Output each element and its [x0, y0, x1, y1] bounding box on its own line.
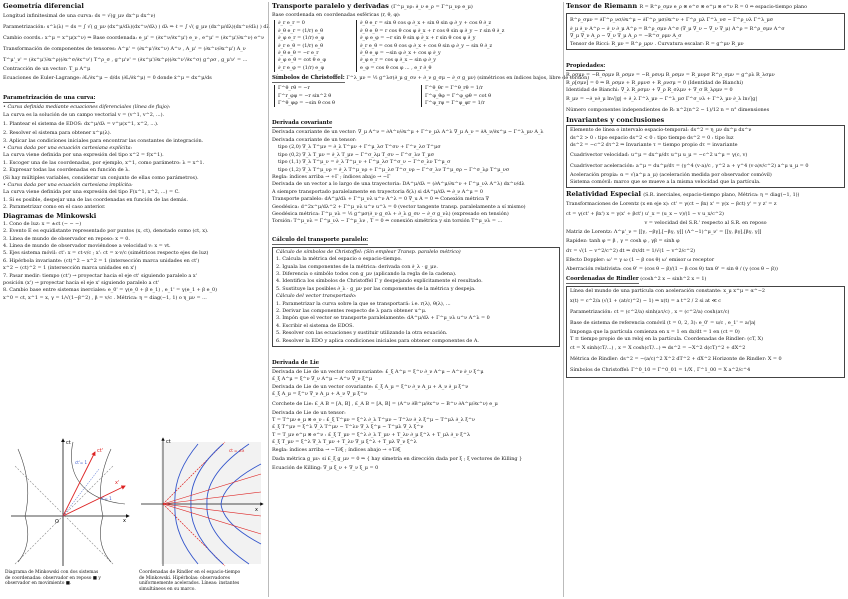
x-prime-label: x'	[115, 480, 120, 486]
mink-line: 5. Ejes sistema móvil: ct': x = ct·v/c ; x': ct = x·v/c (simétricos respecto ejes de luz)	[3, 250, 209, 257]
caption-line: de Minkowski. Hipérbolas: observadores	[139, 575, 230, 581]
cov-line: A siempre transportado paralelamente en trayectoria δ(λ) si dA^μ/dλ ⇒ ∂_ν A^μ = 0	[272, 188, 483, 195]
section-title-geometry: Geometría diferencial	[3, 2, 84, 10]
christoffel-title: Símbolos de Christoffel:	[272, 75, 345, 82]
cov-line: Geodésica: d^2x^μ/dλ^2 + Γ^μ_νλ u^ν u^λ = 0 (vector tangente transp. paralelamente a sí mismo)	[272, 203, 526, 210]
figure-2-caption	[139, 570, 265, 592]
cov-line: tipo (2,0) ∇_λ T^μν = ∂_λ T^μν + Γ^μ_λσ T^σν + Γ^ν_λσ T^μσ	[278, 144, 441, 151]
param-line: La curva es la solución de un campo vectorial v = (v^1, v^2, ...).	[3, 111, 165, 118]
rel-line: dτ = √(1 − v^2/c^2) dt ⇒ dτ/dt = 1/√(1 − v^2/c^2)	[566, 247, 696, 254]
hyperbola-left	[18, 449, 28, 562]
parallel-transport-calc-title: Cálculo del transporte paralelo:	[272, 236, 369, 243]
lie-line: Derivada de Lie de un tensor:	[272, 409, 346, 416]
spherical-basis-label: Base coordenada en coordenadas esféricas (r, θ, φ):	[272, 12, 401, 18]
rel-line: Aberración relativista: cos θ' = (cos θ − β)/(1 − β cos θ) tan θ' = sin θ / (γ (cos θ − β))	[566, 266, 778, 273]
prop-line: R_ρσμν = −R_σρμν R_ρσμν = −R_ρσνμ R_ρσμν = R_μνρσ R^ρ_σμν = g^ρλ R_λσμν	[566, 72, 775, 79]
geometry-line: Cambio coords.: x^μ = x^μ(x^ν) ⇒ Base coordenada: e_μ' = (∂x^ν/∂x^μ') e_ν , e^μ' = (∂x^μ'/∂x^ν) e^ν	[3, 35, 265, 41]
ct-label: ct	[66, 440, 71, 446]
sph-line: ∂_r e_r = 0	[278, 20, 305, 27]
riemann-title-text: Tensor de Riemann	[566, 2, 638, 10]
sph-line: ∂_φ e_r = cos φ ∂_x − sin φ ∂_y	[360, 57, 436, 64]
calc-line: Cálculo del vector transportado:	[276, 293, 357, 300]
param-line: • Curva dada por una ecuación cartesiana implícita:	[3, 182, 133, 189]
rind-line: Métrica de Rindler: ds^2 = −(a/c)^2 X^2 dT^2 + dX^2 Horizonte de Rindler: X = 0	[570, 356, 782, 363]
param-line: 2. Expresar todas las coordenadas en función de λ.	[3, 167, 130, 174]
parallel-transport-calc-box	[272, 247, 560, 347]
inv-line: ds^2 = −c^2 dτ^2 ⇒ Invariante τ = tiempo propio dτ = invariante	[570, 142, 738, 149]
lie-lines	[272, 369, 560, 472]
geometry-line: Longitud infinitesimal de una curva: ds = √(g_μν dx^μ dx^ν)	[3, 13, 156, 19]
geometry-line: T^μ'_ν' = (∂x^μ'/∂x^ρ)(∂x^σ/∂x^ν') T^ρ_σ , g^μ'ν' = (∂x^μ'/∂x^ρ)(∂x^ν'/∂x^σ) g^ρσ , g_μ'ν' = ...	[3, 57, 248, 63]
inv-line: Cuadrivector aceleración: a^μ = du^μ/dτ = (γ^4 (v·a)/c , γ^2 a + γ^4 (v·a)v/c^2) a^μ u_μ = 0	[570, 162, 809, 169]
sph-line: ∂_r e_θ = (1/r) e_θ	[278, 42, 324, 49]
riemann-desc: R = R^ρ_σμν e_ρ ⊗ e^σ ⊗ e^μ ⊗ e^ν R = 0 ⇔ espacio-tiempo plano	[639, 5, 808, 10]
cov-line: Derivada de un vector a lo largo de una trayectoria: DA^μ/dλ = (∂A^μ/∂x^ν + Γ^μ_νλ A^λ) dx^ν/dλ	[272, 181, 525, 188]
sph-line: ∂_φ e_θ = cot θ e_φ	[278, 57, 326, 64]
param-line: La curva viene definida por una expresión del tipo x^2 = f(x^1).	[3, 152, 164, 159]
rel-line: v = velocidad del S.R.' respecto al S.R. en reposo	[644, 219, 767, 226]
minkowski-figures	[3, 434, 266, 599]
rindler-ct-label: ct	[166, 439, 171, 445]
section-title-special-relativity	[566, 190, 845, 200]
param-line: 3. Aplicar las condiciones iniciales para encontrar las constantes de integración.	[3, 137, 204, 144]
mink-line: 4. Línea de mundo de observador moviéndose a velocidad v: x = vt.	[3, 242, 171, 249]
inv-line: Cuadrivector velocidad: u^μ = dx^μ/dτ u^μ u_μ = −c^2 u^μ = γ(c, v)	[570, 151, 748, 158]
param-line: 1. Plantear el sistema de EDOS: dx^μ/dλ = v^μ(x^1, x^2, ...).	[3, 121, 159, 128]
caption-line: observador en movimiento ■.	[5, 581, 72, 587]
relativity-desc: (S.R. inerciales, espacio-tiempo plano, Métrica: η = diag(−1, 1))	[643, 193, 800, 199]
sph-line: ∂_r e_θ = cos θ cos φ ∂_x + cos θ sin φ ∂_y − sin θ ∂_z	[360, 42, 493, 49]
mink-line: x^2 − (ct)^2 = 1 (intersección marca unidades en x')	[3, 265, 137, 272]
prop-line: Identidad de Bianchi: ∇_λ R_ρσμν + ∇_ρ R_σλμν + ∇_σ R_λρμν = 0	[566, 87, 733, 94]
rind-line: Línea del mundo de una partícula con aceleración constante: x_μ x^μ = α^−2	[570, 288, 766, 295]
rind-line: Símbolos de Christoffel: Γ^0_10 = Γ^0_01 = 1/X , Γ^1_00 = X a^2/c^4	[570, 367, 751, 374]
unit-line	[63, 469, 99, 516]
transport-subtitle: (Γ^μ_νρ: ∂_ν e_ρ = Γ^μ_νρ e_μ)	[391, 4, 473, 10]
calc-line: 3. Diferencia o simbólo todos con g_μν (aplicando la regla de la cadena).	[276, 270, 457, 277]
mink-line: 6. Hipérbola invariante: (ct)^2 − x^2 = 1 (intersección marca unidades en ct')	[3, 257, 200, 264]
covariant-lines	[272, 129, 560, 225]
transport-title-text: Transporte paralelo y derivadas	[272, 2, 389, 10]
invariants-box	[566, 125, 845, 188]
section-title-riemann	[566, 2, 845, 12]
rindler-desc: (cosh^2 x − sinh^2 x = 1)	[640, 276, 707, 283]
caption-line: simultáneos en su marco.	[139, 586, 196, 592]
column-1	[3, 2, 270, 597]
column-divider	[563, 2, 564, 597]
rind-line: x(t) = c^2/a (√(1 + (at/c)^2) − 1) ⇒ x(t) = a t^2 / 2 si at ≪ c	[570, 297, 721, 304]
properties-title: Propiedades:	[566, 63, 606, 70]
spherical-basis-block	[272, 19, 560, 74]
rind-line: T ≡ tiempo propio de un reloj en la partícula. Coordenadas de Rindler: (cT, X)	[570, 335, 763, 342]
covariant-derivative-title: Derivada covariante	[272, 120, 333, 127]
calc-line: 2. Iguala las componentes de la métrica: derivada con ∂_λ · g_μν.	[276, 263, 438, 270]
cov-line: Derivada covariante de un tensor:	[272, 136, 357, 143]
calc-line: 4. Identifica los símbolos de Christoffel Γ y despejando explícitamente el resultado.	[276, 278, 483, 285]
lie-line: T = T_μν e^μ ⊗ e^ν : £_ξ T_μν = ξ^λ ∂_λ T_μν + T_λν ∂_μ ξ^λ + T_μλ ∂_ν ξ^λ	[272, 431, 471, 438]
sph-line: e_φ = cos θ cos φ ... , e_r ∂_θ	[360, 64, 432, 71]
calc-line: 6. Resolver la EDO y aplica condiciones iniciales para obtener componentes de A.	[276, 337, 479, 344]
minkowski-diagram	[11, 439, 129, 566]
sph-line: ∂_θ e_φ = −sin φ ∂_x + cos φ ∂_y	[360, 50, 441, 57]
lie-derivative-title: Derivada de Lie	[272, 360, 320, 367]
rind-line: Imponga que la partícula comienza en x = 1 en dx/dt = 1 en (ct = 0)	[570, 328, 740, 335]
rindler-diagram	[141, 438, 263, 566]
caption-line: uniformemente acelerados. Líneas: instantes	[139, 581, 240, 587]
rel-line: Rapidez: tanh φ = β , γ = cosh φ , γβ = sinh φ	[566, 238, 680, 245]
rel-line: Transformaciones de Lorentz (x en eje x): ct' = γ(ct − βx) x' = γ(x − βct) y' = y z' = z	[566, 201, 777, 208]
lie-line: Dada métrica g_μν: si £_ξ g_μν = 0 ⇒ { hay simetría en dirección dada por ξ ; ξ vectores de Killing }	[272, 456, 523, 463]
inv-line: Elemento de línea o intervalo espacio-temporal: ds^2 = η_μν dx^μ dx^ν	[570, 127, 752, 134]
param-line: 2. Parametrizar como en el caso anterior.	[3, 204, 106, 211]
calc-line: 2. Derivar las componentes respecto de λ para obtener u^μ.	[276, 308, 427, 314]
sph-line: ∂_φ e_r = (1/r) e_φ	[278, 35, 325, 42]
chris-line: Γ^θ_φφ = −sin θ cos θ	[278, 100, 336, 107]
riemann-line: ∇_μ ∇_ν A_ρ − ∇_ν ∇_μ A_ρ = −R^σ_ρμν A_σ	[570, 33, 682, 40]
sph-line: ∂_θ e_r = sin θ cos φ ∂_x + sin θ sin φ ∂_y + cos θ ∂_z	[360, 20, 492, 27]
inv-line: Sistema comóvil: marco que se mueve a la misma velocidad que la partícula.	[570, 179, 761, 186]
mink-line: 2. Evento E es equidistante representado por puntos (x, ct), denotado como (ct, x).	[3, 228, 209, 235]
column-3	[566, 2, 845, 597]
lie-line: Derivada de Lie de un vector contravariante: £_ξ A^μ = ξ^ν ∂_ν A^μ − A^ν ∂_ν ξ^μ	[272, 369, 484, 376]
section-title-invariants: Invariantes y conclusiones	[566, 116, 665, 125]
lie-line: £_ξ T_μν = ξ^λ ∇_λ T_μν + T_λν ∇_μ ξ^λ + T_μλ ∇_ν ξ^λ	[272, 439, 417, 446]
sph-line: ∂_φ e_φ = −r sin θ sin φ ∂_x + r sin θ cos φ ∂_y	[360, 35, 476, 42]
rind-line: Base de sistema de referencia comóvil (t = 0, 2, 3): e_0' = u/c , e_1' = a/|a|	[570, 319, 756, 326]
x-prime-unit-label: x'= 1	[101, 496, 112, 501]
cov-line: tipo (1,1) ∇_λ T^μ_ν = ∂_λ T^μ_ν + Γ^μ_λσ T^σ_ν − Γ^σ_λν T^μ_σ	[278, 159, 451, 166]
caption-line: de coordenadas: observador en reposo ■ y	[5, 575, 101, 581]
param-line: 1. Si es posible, despejar una de las coordenadas en función de las demás.	[3, 196, 188, 203]
inv-line: Aceleración propia: α = √(a^μ a_μ) (aceleración medida por observador comóvil)	[570, 171, 772, 178]
rindler-wedge-bg	[161, 442, 261, 564]
mink-line: 7. Pasar medir: tiempo (ct') → proyectar hacia el eje ct' siguiendo paralelo a x'	[3, 272, 197, 279]
param-line: La curva viene definida por una expresión del tipo F(x^1, x^2, ...) = C.	[3, 189, 180, 196]
lie-line: £_ξ T^μν = ξ^λ ∇_λ T^μν − T^λν ∇_λ ξ^μ − T^μλ ∇_λ ξ^ν	[272, 424, 424, 431]
geometry-line: Transformación de componentes de tensores: A^μ' = (∂x^μ'/∂x^ν) A^ν , A_μ' = (∂x^ν/∂x^μ') A_ν	[3, 46, 246, 52]
cov-line: Geodésica métrica: Γ^μ_νλ = ½ g^μσ(∂_ν g_σλ + ∂_λ g_σν − ∂_σ g_νλ) (expresado en tensión)	[272, 210, 509, 217]
christoffel-block	[272, 84, 560, 109]
caption-line: Coordenadas de Rindler en el espacio-tiempo	[139, 570, 241, 575]
subsection-param-title: Parametrización de una curva:	[3, 95, 96, 102]
rindler-x-label: x	[255, 507, 258, 513]
relativity-title-text: Relatividad Especial	[566, 190, 641, 199]
sph-line: ∂_r e_φ = (1/r) e_φ	[278, 64, 325, 71]
mink-line: 1. Cono de luz: x = ±ct (− − −)	[3, 220, 82, 227]
rind-line: ct = X sinh(cT/...) , x = X cosh(cT/...) ⇒ ds^2 = −X^2 d(cT)^2 + dX^2	[570, 345, 746, 352]
christoffel-left-brace	[274, 85, 413, 107]
param-lines	[3, 104, 266, 211]
figure-1-caption	[5, 570, 133, 587]
geometry-line: Parametrización: s^λ(λ) = ds = ∫ √( g_μν (dx^μ/dλ)(dx^ν/dλ) ) dλ ⇒ ℓ = ∫ √( g_μν (dx^μ/dλ)(dx^ν/dλ) ) dλ	[3, 24, 270, 30]
christoffel-header	[272, 74, 590, 84]
mink-line: posición (x') → proyectar hacia el eje x' siguiendo paralelo a ct'	[3, 279, 160, 286]
lie-line: Corchete de Lie: £_A B = [A, B] , £_A B = [A, B] = (A^ν ∂B^μ/∂x^ν − B^ν ∂A^μ/∂x^ν) e_μ	[272, 400, 498, 407]
geometry-line: Contracción de un vector: T_μ A^μ	[3, 66, 91, 72]
lie-line: Derivada de Lie de un vector covariante: £_ξ A_μ = ξ^ν ∂_ν A_μ + A_ν ∂_μ ξ^ν	[272, 383, 469, 390]
rindler-horizon-label: ct = ±x	[229, 448, 245, 453]
sph-line: ∂_θ e_r = (1/r) e_θ	[278, 27, 324, 34]
chris-line: Γ^φ_rφ = Γ^φ_φr = 1/r	[425, 100, 485, 107]
relativity-lines	[566, 201, 845, 275]
geometry-line: Ecuaciones de Euler-Lagrange: ∂L/∂x^μ − d/ds (∂L/∂ẋ^μ) = 0 donde ẋ^μ = dx^μ/ds	[3, 75, 212, 82]
ct-prime-label: ct'	[97, 448, 104, 454]
chris-line: Γ^θ_rθ = −r	[278, 85, 310, 92]
chris-line: Γ^φ_θφ = Γ^φ_φθ = cot θ	[425, 92, 492, 99]
column-divider	[268, 2, 269, 597]
mink-line: 8. Cambio base entre sistemas inerciales: e_0' = γ(e_0 + β e_1) , e_1' = γ(e_1 + β e_0)	[3, 287, 218, 294]
calc-line: 3. Impón que el vector se transporte paralelamente: dA^μ/dλ + Γ^μ_νλ u^ν A^λ = 0	[276, 315, 490, 322]
prop-line: R_μν = −∂_ν∂_μ ln√|g| + ∂_λ Γ^λ_μν − Γ^λ_μσ Γ^σ_νλ + Γ^λ_μν ∂_λ ln√|g|	[566, 96, 758, 103]
rel-line: Efecto Doppler: ω' = γ ω (1 − β cos θ) ω' emisor ω receptor	[566, 256, 715, 263]
x-prime-axis	[63, 486, 125, 516]
mink-line: 3. Línea de mundo de observador en reposo: x = 0.	[3, 235, 130, 242]
lie-line: Ecuación de Killing: ∇_μ ξ_ν + ∇_ν ξ_μ = 0	[272, 465, 379, 472]
origin-label: O	[55, 519, 59, 525]
cov-line: tipo (0,2) ∇_λ T_μν = ∂_λ T_μν − Γ^σ_λμ T_σν − Γ^σ_λν T_μσ	[278, 151, 435, 158]
riemann-line: R^ρ_σμν = ∂Γ^ρ_νσ/∂x^μ − ∂Γ^ρ_μσ/∂x^ν + Γ^ρ_μλ Γ^λ_νσ − Γ^ρ_νλ Γ^λ_μσ	[570, 17, 774, 23]
ct-prime-unit-label: ct'= 1	[75, 460, 88, 465]
calc-line: 5. Resolver con las ecuaciones y sustituir utilizando la otra ecuación.	[276, 330, 448, 337]
calc-line: Cálculo de símbolos de Christoffel: (Sin emplear Transp. paralelo métrico)	[276, 248, 461, 255]
calc-line: 5. Sustituye las posibles ∂_λ · g_μν por las componentes de la métrica y despeja.	[276, 285, 476, 292]
cov-line: Derivada covariante de un vector: ∇_μ A^ν = ∂A^ν/∂x^μ + Γ^ν_μλ A^λ ∇_μ A_ν = ∂A_ν/∂x^μ − Γ^λ_μν A_λ	[272, 129, 544, 136]
x-label: x	[123, 518, 126, 524]
christoffel-desc: Γ^λ_μν = ½ g^λσ(∂_μ g_σν + ∂_ν g_σμ − ∂_σ g_μν) (simétricos en índices bajos, libre de torsión)	[346, 75, 590, 82]
param-line: • Curva dada por una ecuación cartesiana explícita:	[3, 145, 133, 152]
rindler-header	[566, 275, 845, 285]
riemann-box	[566, 13, 845, 50]
rel-line: ct = γ(ct' + βx') x = γ(x' + βct') u'_x = (u_x − v)/(1 − v u_x/c^2)	[566, 210, 724, 217]
lie-line: £_ξ A^μ = ξ^ν ∇_ν A^μ − A^ν ∇_ν ξ^μ	[272, 376, 373, 383]
rind-line: Parametrización: ct = (c^2/a) sinh(aτ/c) , x = (c^2/a) cosh(aτ/c)	[570, 308, 730, 315]
spherical-left-brace	[274, 20, 348, 72]
sph-line: ∂_θ e_θ = r cos θ cos φ ∂_x + r cos θ sin φ ∂_y − r sin θ ∂_z	[360, 27, 505, 34]
param-line: 1. Escoger una de las coordenadas, por ejemplo, x^1, como parámetro: λ = x^1.	[3, 159, 205, 166]
riemann-line: Tensor de Ricci: R_μν = R^ρ_μρν . Curvatura escalar: R = g^μν R_μν	[570, 40, 744, 47]
param-line: • Curva definida mediante ecuaciones diferenciales (línea de flujo):	[3, 104, 171, 111]
prop-line: Número componentes independientes de R: n^2(n^2 − 1)/12 n = n° dimensiones	[566, 107, 770, 114]
chris-line: Γ^r_φφ = −r sin^2 θ	[278, 92, 332, 99]
param-line: (Si hay múltiples variables, considerar un conjunto de ellas como parámetros).	[3, 174, 199, 181]
sph-line: ∂_θ e_θ = −r e_r	[278, 50, 319, 57]
minkowski-lines	[3, 221, 266, 302]
lie-line: £_ξ A_μ = ξ^ν ∇_ν A_μ + A_ν ∇_μ ξ^ν	[272, 391, 368, 398]
mink-line: x^0 = ct, x^1 = x, γ = 1/√(1−β^2) , β = v/c . Métrica: η = diag(−1, 1) o η_μν = ...	[3, 294, 207, 301]
cov-line: tipo (1,2) ∇_λ T^μ_νρ = ∂_λ T^μ_νρ + Γ^μ_λσ T^σ_νρ − Γ^σ_λν T^μ_σρ − Γ^σ_λρ T^μ_νσ	[278, 166, 510, 173]
inv-line: ds^2 > 0 : tipo espacio ds^2 < 0 : tipo tiempo ds^2 = 0 : tipo luz	[570, 134, 734, 141]
calc-line: 4. Escribir el sistema de EDOS.	[276, 322, 354, 329]
calc-line: 1. Calcula la métrica del espacio o espacio-tiempo.	[276, 256, 402, 263]
rindler-box	[566, 286, 845, 378]
cov-line: Regla: índices arriba → +Γ ; índices abajo → −Γ	[272, 173, 391, 180]
caption-line: Diagrama de Minkowski con dos sistemas	[5, 570, 99, 575]
cov-line: Transporte paralelo: dA^μ/dλ + Γ^μ_νλ u^ν A^λ = 0 ∇_u A = 0 ⇒ Conexión métrica ∇	[272, 196, 489, 203]
rindler-title: Coordenadas de Rindler	[566, 276, 639, 283]
geometry-lines	[3, 11, 270, 84]
rel-line: Matriz de Lorentz: Λ^μ'_ν = [[γ, −βγ],[−βγ, γ]] (Λ^−1)^μ_ν' = [[γ, βγ],[βγ, γ]]	[566, 229, 762, 236]
lie-line: T = T^μν e_μ ⊗ e_ν : £_ξ T^μν = ξ^λ ∂_λ T^μν − T^λν ∂_λ ξ^μ − T^μλ ∂_λ ξ^ν	[272, 417, 476, 424]
section-title-minkowski: Diagramas de Minkowski	[3, 211, 97, 220]
prop-line: R_ρ[σμν] = 0 ⇒ R_ρσμν + R_ρμνσ + R_ρνσμ = 0 (Identidad de Bianchi)	[566, 79, 744, 86]
chris-line: Γ^θ_θr = Γ^θ_rθ = 1/r	[425, 85, 483, 92]
riemann-line: ∂_μ ∂_ν A^ρ − ∂_ν ∂_μ A^ρ = R^ρ_σμν A^σ (∇_μ ∇_ν − ∇_ν ∇_μ) A^ρ = R^ρ_σμν A^σ	[570, 26, 785, 32]
figures-svg	[3, 434, 266, 569]
param-line: 2. Resolver el sistema para obtener x^μ(λ).	[3, 130, 112, 137]
spherical-right-brace	[356, 20, 560, 72]
section-title-transport	[272, 2, 560, 11]
properties-lines	[566, 72, 845, 116]
hyperbola-right	[100, 449, 111, 562]
christoffel-right-brace	[421, 85, 560, 107]
lie-line: Regla: índices arriba → −T∂ξ ; índices abajo → +T∂ξ	[272, 446, 401, 453]
calc-line: 1. Parametrizar la curva sobre la que se transportará: i.e. r(λ), θ(λ), ...	[276, 300, 451, 307]
cov-line: Torsión: T^μ_νλ = Γ^μ_νλ − Γ^μ_λν , T = 0 ⇔ conexión simétrica y sin torsión T^μ_νλ = ...	[272, 218, 503, 225]
